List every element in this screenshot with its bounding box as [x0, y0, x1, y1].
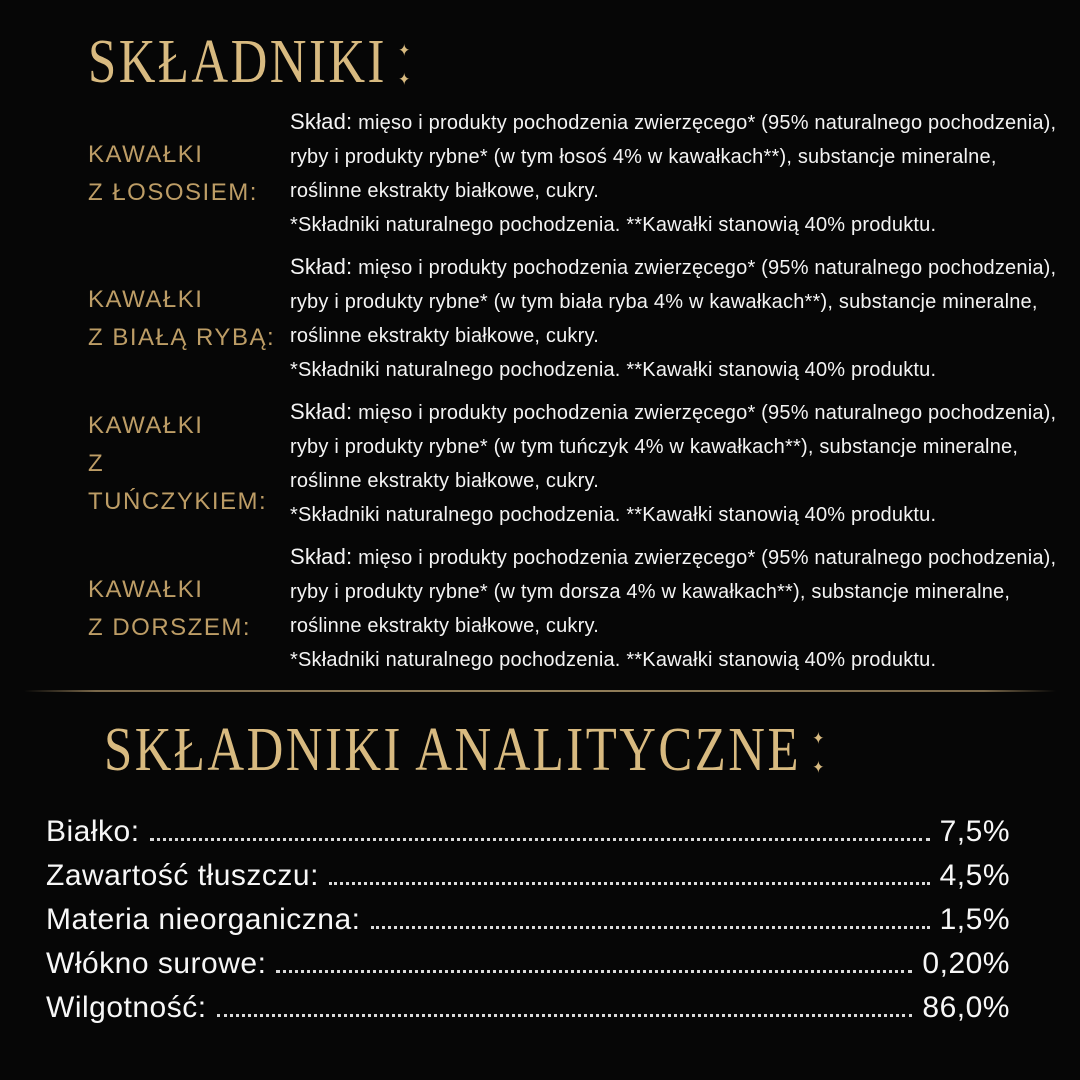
section-label: [0, 281, 290, 357]
footnote-text: *Składniki naturalnego pochodzenia. **Kawałki stanowią 40% produktu.: [290, 214, 937, 237]
analytical-value: 0,20%: [922, 947, 1010, 981]
analytical-label: Materia nieorganiczna:: [46, 903, 361, 937]
footnote-text: *Składniki naturalnego pochodzenia. **Kawałki stanowią 40% produktu.: [290, 359, 937, 382]
ingredients-title: [88, 30, 1080, 95]
analytical-title-text: SKŁADNIKI ANALITYCZNE: [104, 716, 801, 785]
analytical-value: 4,5%: [939, 859, 1010, 893]
analytical-row-protein: [46, 815, 1010, 848]
dotted-leader: [150, 838, 930, 841]
section-label-line1: KAWAŁKI: [88, 575, 204, 603]
composition-lead: Skład:: [290, 544, 353, 570]
section-label-line1: KAWAŁKI: [88, 285, 204, 313]
dotted-leader: [371, 926, 930, 929]
dotted-leader: [217, 1014, 913, 1017]
gold-divider: [24, 690, 1056, 692]
analytical-label: Włókno surowe:: [46, 947, 267, 981]
section-body: [290, 395, 1060, 532]
dotted-leader: [329, 882, 930, 885]
analytical-table: [46, 815, 1010, 1024]
analytical-row-inorganic-matter: [46, 903, 1010, 936]
footnote-text: *Składniki naturalnego pochodzenia. **Kawałki stanowią 40% produktu.: [290, 649, 937, 672]
ingredient-sections: [0, 105, 1080, 677]
composition-lead: Skład:: [290, 254, 353, 280]
section-label: [0, 136, 290, 212]
analytical-row-moisture: [46, 991, 1010, 1024]
analytical-row-crude-fibre: [46, 947, 1010, 980]
section-label-line1: KAWAŁKI: [88, 411, 204, 439]
analytical-value: 7,5%: [939, 815, 1010, 849]
section-label-line2: Z TUŃCZYKIEM:: [88, 449, 268, 515]
section-body: [290, 540, 1060, 677]
diamond-colon-icon: ✦ ✦: [812, 728, 827, 777]
diamond-colon-icon: ✦ ✦: [398, 40, 413, 89]
composition-text: Skład: mięso i produkty pochodzenia zwierzęcego* (95% naturalnego pochodzenia), ryby i produkty rybne* (w tym dorsza 4% w kawałkach**), substancje mineralne, roślinne ekstrakty białkowe, cukry.: [290, 544, 1057, 638]
analytical-title: [104, 718, 1080, 783]
section-label: [0, 407, 290, 521]
section-label-line1: KAWAŁKI: [88, 140, 204, 168]
ingredient-section-tuna: [0, 395, 1080, 532]
ingredient-section-salmon: [0, 105, 1080, 242]
analytical-label: Zawartość tłuszczu:: [46, 859, 319, 893]
composition-lead: Skład:: [290, 109, 353, 135]
composition-text: Skład: mięso i produkty pochodzenia zwierzęcego* (95% naturalnego pochodzenia), ryby i produkty rybne* (w tym biała ryba 4% w kawałkach**), substancje mineralne, roślinne ekstrakty białkowe, cukry.: [290, 254, 1057, 348]
section-label: [0, 571, 290, 647]
analytical-label: Białko:: [46, 815, 140, 849]
ingredients-title-text: SKŁADNIKI: [88, 28, 387, 96]
composition-lead: Skład:: [290, 399, 353, 425]
composition-text: Skład: mięso i produkty pochodzenia zwierzęcego* (95% naturalnego pochodzenia), ryby i produkty rybne* (w tym tuńczyk 4% w kawałkach**), substancje mineralne, roślinne ekstrakty białkowe, cukry.: [290, 399, 1057, 493]
analytical-row-fat: [46, 859, 1010, 892]
footnote-text: *Składniki naturalnego pochodzenia. **Kawałki stanowią 40% produktu.: [290, 504, 937, 527]
dotted-leader: [276, 970, 912, 973]
ingredient-section-whitefish: [0, 250, 1080, 387]
analytical-value: 1,5%: [939, 903, 1010, 937]
analytical-value: 86,0%: [922, 991, 1010, 1025]
section-body: [290, 250, 1060, 387]
composition-text: Skład: mięso i produkty pochodzenia zwierzęcego* (95% naturalnego pochodzenia), ryby i produkty rybne* (w tym łosoś 4% w kawałkach**), substancje mineralne, roślinne ekstrakty białkowe, cukry.: [290, 109, 1057, 203]
section-label-line2: Z DORSZEM:: [88, 613, 251, 641]
ingredient-section-cod: [0, 540, 1080, 677]
analytical-label: Wilgotność:: [46, 991, 207, 1025]
section-body: [290, 105, 1060, 242]
section-label-line2: Z ŁOSOSIEM:: [88, 178, 258, 206]
section-label-line2: Z BIAŁĄ RYBĄ:: [88, 323, 276, 351]
